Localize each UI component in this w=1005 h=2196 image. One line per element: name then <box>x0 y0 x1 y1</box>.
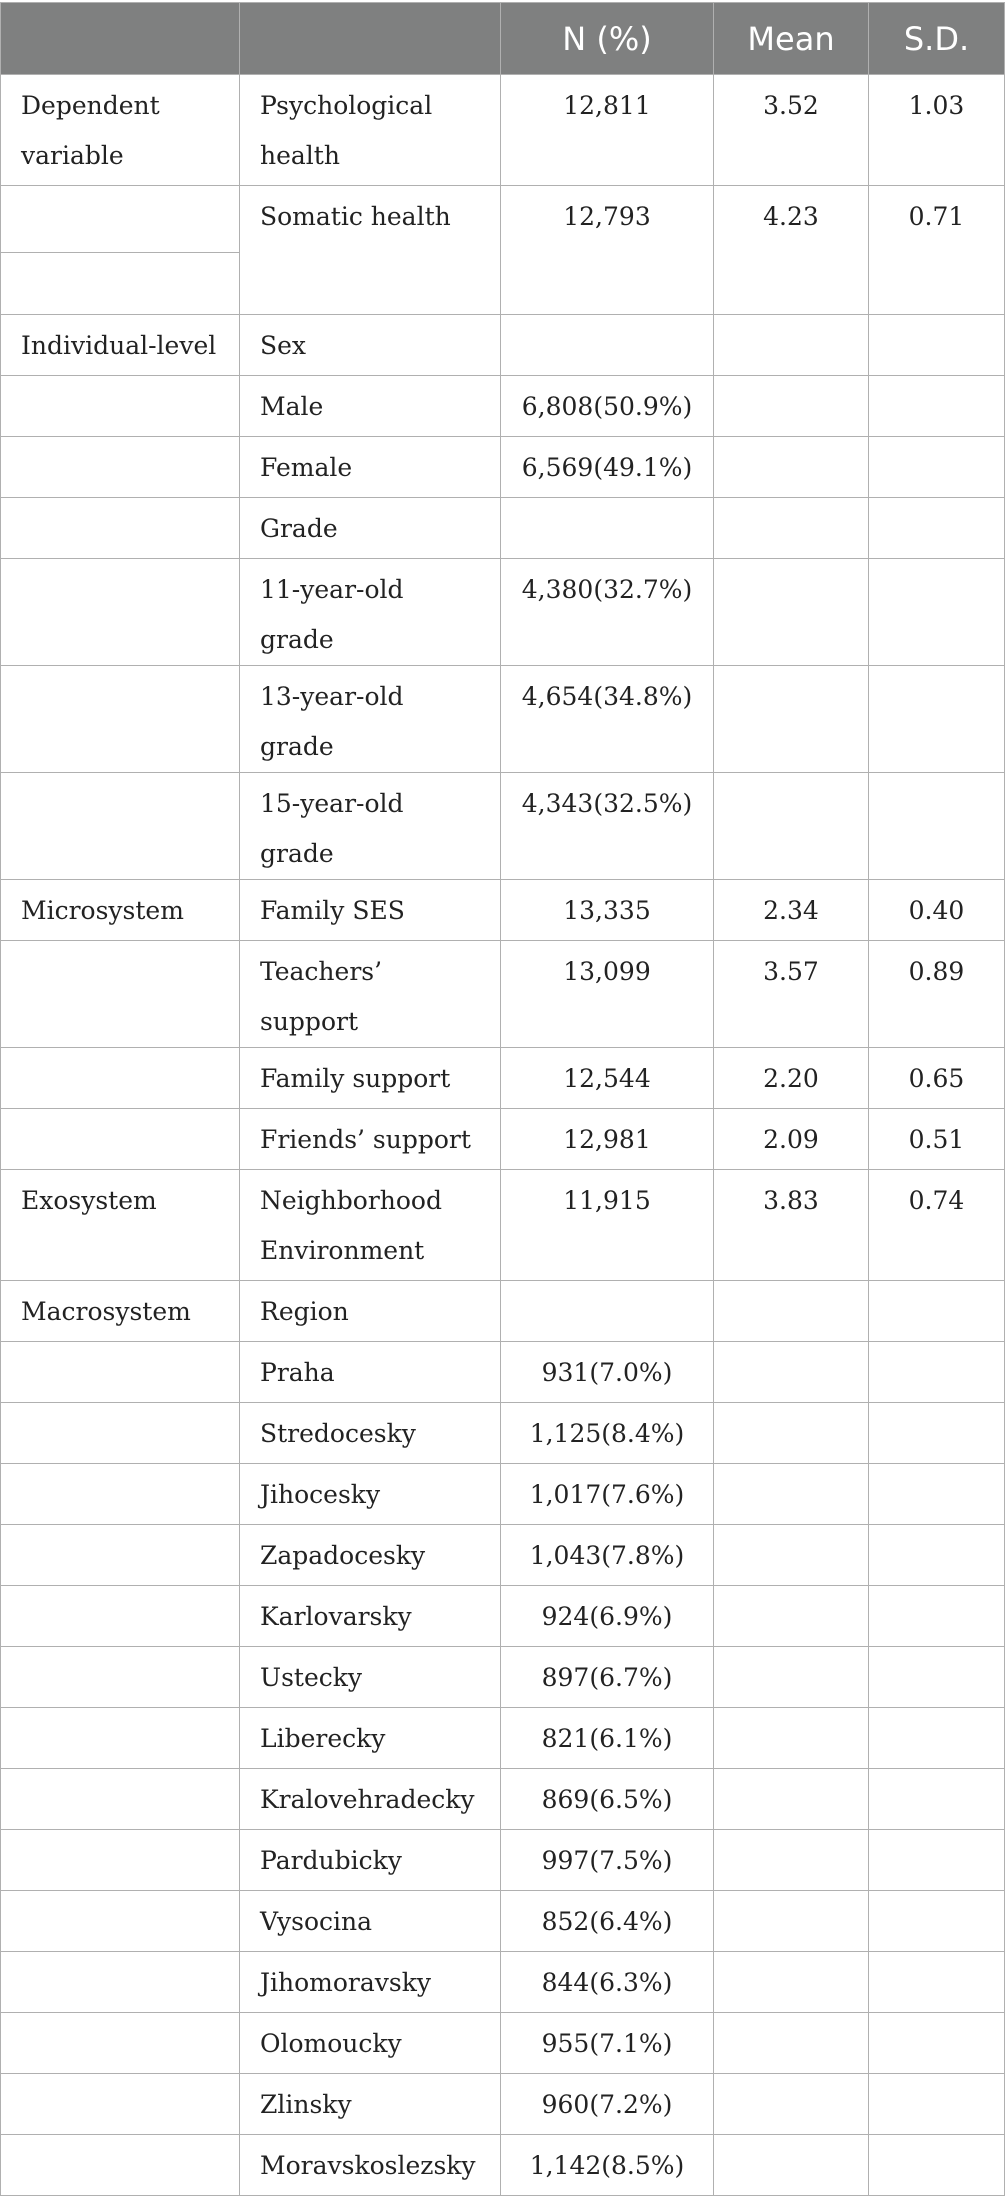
sd-cell: 0.89 <box>869 941 1005 1048</box>
category-cell <box>1 186 240 315</box>
mean-cell <box>714 1708 869 1769</box>
n-cell: 4,343(32.5%) <box>501 773 714 880</box>
descriptive-statistics-table-container <box>0 2 1004 2196</box>
variable-cell: Family support <box>240 1048 501 1109</box>
sd-cell <box>869 315 1005 376</box>
variable-cell: Sex <box>240 315 501 376</box>
variable-cell: Jihomoravsky <box>240 1952 501 2013</box>
n-cell: 924(6.9%) <box>501 1586 714 1647</box>
sd-cell: 0.74 <box>869 1170 1005 1281</box>
category-cell: Exosystem <box>1 1170 240 1281</box>
header-sd: S.D. <box>869 3 1005 75</box>
sd-cell <box>869 437 1005 498</box>
mean-cell: 2.20 <box>714 1048 869 1109</box>
n-cell <box>501 315 714 376</box>
table-row <box>1 1170 1005 1281</box>
table-row <box>1 1769 1005 1830</box>
variable-cell: Zlinsky <box>240 2074 501 2135</box>
sd-cell: 0.51 <box>869 1109 1005 1170</box>
table-row <box>1 559 1005 666</box>
n-cell: 12,811 <box>501 75 714 186</box>
sd-cell <box>869 1647 1005 1708</box>
mean-cell <box>714 2074 869 2135</box>
table-row <box>1 666 1005 773</box>
n-cell: 960(7.2%) <box>501 2074 714 2135</box>
n-cell: 4,380(32.7%) <box>501 559 714 666</box>
n-cell: 821(6.1%) <box>501 1708 714 1769</box>
variable-cell: Praha <box>240 1342 501 1403</box>
category-cell <box>1 75 240 186</box>
sd-cell: 0.65 <box>869 1048 1005 1109</box>
sd-cell <box>869 376 1005 437</box>
table-row <box>1 1586 1005 1647</box>
category-cell <box>1 941 240 1048</box>
mean-cell <box>714 315 869 376</box>
category-cell <box>1 1647 240 1708</box>
category-cell <box>1 1830 240 1891</box>
variable-cell: Teachers’ support <box>240 941 501 1048</box>
sd-cell: 1.03 <box>869 75 1005 186</box>
table-row <box>1 1403 1005 1464</box>
header-variable <box>240 3 501 75</box>
category-cell: Microsystem <box>1 880 240 941</box>
variable-cell <box>240 75 501 186</box>
n-cell: 1,017(7.6%) <box>501 1464 714 1525</box>
n-cell: 12,793 <box>501 186 714 315</box>
n-cell: 931(7.0%) <box>501 1342 714 1403</box>
sd-cell <box>869 1586 1005 1647</box>
n-cell: 852(6.4%) <box>501 1891 714 1952</box>
n-cell: 869(6.5%) <box>501 1769 714 1830</box>
mean-cell <box>714 2013 869 2074</box>
category-text <box>1 192 239 253</box>
table-row <box>1 1891 1005 1952</box>
n-cell: 13,335 <box>501 880 714 941</box>
mean-cell <box>714 1769 869 1830</box>
variable-cell: 13-year-old grade <box>240 666 501 773</box>
mean-cell <box>714 559 869 666</box>
mean-cell: 3.57 <box>714 941 869 1048</box>
variable-cell: Friends’ support <box>240 1109 501 1170</box>
sd-cell: 0.40 <box>869 880 1005 941</box>
sd-cell <box>869 1708 1005 1769</box>
table-row <box>1 941 1005 1048</box>
variable-cell: Region <box>240 1281 501 1342</box>
variable-cell: Somatic health <box>240 186 501 315</box>
variable-cell: Moravskoslezsky <box>240 2135 501 2196</box>
variable-cell: Pardubicky <box>240 1830 501 1891</box>
n-cell: 897(6.7%) <box>501 1647 714 1708</box>
variable-cell: 15-year-old grade <box>240 773 501 880</box>
table-row <box>1 2013 1005 2074</box>
n-cell: 11,915 <box>501 1170 714 1281</box>
category-cell <box>1 1769 240 1830</box>
table-body <box>1 75 1005 2196</box>
header-row <box>1 3 1005 75</box>
mean-cell <box>714 666 869 773</box>
table-row <box>1 2074 1005 2135</box>
table-row <box>1 1952 1005 2013</box>
mean-cell <box>714 1647 869 1708</box>
sd-cell <box>869 1403 1005 1464</box>
mean-cell <box>714 376 869 437</box>
table-row <box>1 1464 1005 1525</box>
sd-cell <box>869 498 1005 559</box>
sd-cell <box>869 2013 1005 2074</box>
category-cell <box>1 498 240 559</box>
category-spacer <box>1 253 239 314</box>
variable-cell: Female <box>240 437 501 498</box>
sd-cell <box>869 773 1005 880</box>
n-cell: 12,544 <box>501 1048 714 1109</box>
category-text: Dependent variable <box>21 91 160 170</box>
mean-cell <box>714 1281 869 1342</box>
mean-cell: 4.23 <box>714 186 869 315</box>
sd-cell <box>869 1281 1005 1342</box>
category-cell <box>1 437 240 498</box>
n-cell: 1,125(8.4%) <box>501 1403 714 1464</box>
variable-cell: Grade <box>240 498 501 559</box>
category-cell <box>1 1586 240 1647</box>
table-row <box>1 186 1005 315</box>
variable-cell: 11-year-old grade <box>240 559 501 666</box>
descriptive-statistics-table <box>0 2 1005 2196</box>
table-row <box>1 1525 1005 1586</box>
n-cell: 955(7.1%) <box>501 2013 714 2074</box>
variable-cell: Family SES <box>240 880 501 941</box>
header-n-percent: N (%) <box>501 3 714 75</box>
sd-cell <box>869 1769 1005 1830</box>
n-cell: 13,099 <box>501 941 714 1048</box>
sd-cell <box>869 1464 1005 1525</box>
table-row <box>1 376 1005 437</box>
table-row <box>1 1281 1005 1342</box>
sd-cell <box>869 2074 1005 2135</box>
category-cell <box>1 2135 240 2196</box>
category-cell <box>1 773 240 880</box>
variable-cell: Karlovarsky <box>240 1586 501 1647</box>
category-cell <box>1 1342 240 1403</box>
category-cell <box>1 376 240 437</box>
category-cell <box>1 2074 240 2135</box>
mean-cell <box>714 1891 869 1952</box>
n-cell: 1,142(8.5%) <box>501 2135 714 2196</box>
category-cell <box>1 1952 240 2013</box>
sd-cell <box>869 2135 1005 2196</box>
variable-cell: Zapadocesky <box>240 1525 501 1586</box>
n-cell: 1,043(7.8%) <box>501 1525 714 1586</box>
n-cell: 12,981 <box>501 1109 714 1170</box>
sd-cell <box>869 1830 1005 1891</box>
category-cell <box>1 1403 240 1464</box>
variable-cell: Vysocina <box>240 1891 501 1952</box>
variable-cell: Ustecky <box>240 1647 501 1708</box>
n-cell: 997(7.5%) <box>501 1830 714 1891</box>
header-mean: Mean <box>714 3 869 75</box>
table-row <box>1 1048 1005 1109</box>
mean-cell <box>714 1830 869 1891</box>
header-category <box>1 3 240 75</box>
n-cell: 4,654(34.8%) <box>501 666 714 773</box>
sd-cell <box>869 1525 1005 1586</box>
category-cell <box>1 2013 240 2074</box>
table-row <box>1 437 1005 498</box>
table-row <box>1 75 1005 186</box>
table-row <box>1 1830 1005 1891</box>
variable-cell: Jihocesky <box>240 1464 501 1525</box>
table-row <box>1 1342 1005 1403</box>
category-cell: Macrosystem <box>1 1281 240 1342</box>
mean-cell <box>714 773 869 880</box>
category-cell: Individual-level <box>1 315 240 376</box>
category-cell <box>1 1708 240 1769</box>
mean-cell <box>714 1464 869 1525</box>
variable-cell: Neighborhood Environment <box>240 1170 501 1281</box>
category-cell <box>1 559 240 666</box>
mean-cell <box>714 498 869 559</box>
sd-cell <box>869 559 1005 666</box>
mean-cell: 3.83 <box>714 1170 869 1281</box>
category-cell <box>1 666 240 773</box>
mean-cell: 3.52 <box>714 75 869 186</box>
table-row <box>1 1647 1005 1708</box>
variable-cell: Kralovehradecky <box>240 1769 501 1830</box>
category-cell <box>1 1525 240 1586</box>
n-cell: 844(6.3%) <box>501 1952 714 2013</box>
table-row <box>1 498 1005 559</box>
table-row <box>1 773 1005 880</box>
variable-text: Psychological health <box>260 91 433 170</box>
n-cell <box>501 1281 714 1342</box>
n-cell: 6,808(50.9%) <box>501 376 714 437</box>
mean-cell <box>714 2135 869 2196</box>
table-row <box>1 880 1005 941</box>
table-header <box>1 3 1005 75</box>
variable-cell: Male <box>240 376 501 437</box>
sd-cell <box>869 1342 1005 1403</box>
table-row <box>1 315 1005 376</box>
sd-cell <box>869 1891 1005 1952</box>
table-row <box>1 1708 1005 1769</box>
sd-cell <box>869 1952 1005 2013</box>
variable-cell: Stredocesky <box>240 1403 501 1464</box>
mean-cell <box>714 1342 869 1403</box>
variable-cell: Olomoucky <box>240 2013 501 2074</box>
table-row <box>1 2135 1005 2196</box>
mean-cell: 2.09 <box>714 1109 869 1170</box>
mean-cell <box>714 1952 869 2013</box>
mean-cell <box>714 1586 869 1647</box>
sd-cell: 0.71 <box>869 186 1005 315</box>
variable-cell: Liberecky <box>240 1708 501 1769</box>
sd-cell <box>869 666 1005 773</box>
mean-cell <box>714 1525 869 1586</box>
n-cell <box>501 498 714 559</box>
category-cell <box>1 1109 240 1170</box>
n-cell: 6,569(49.1%) <box>501 437 714 498</box>
category-cell <box>1 1048 240 1109</box>
mean-cell <box>714 1403 869 1464</box>
table-row <box>1 1109 1005 1170</box>
mean-cell: 2.34 <box>714 880 869 941</box>
mean-cell <box>714 437 869 498</box>
category-cell <box>1 1891 240 1952</box>
category-cell <box>1 1464 240 1525</box>
